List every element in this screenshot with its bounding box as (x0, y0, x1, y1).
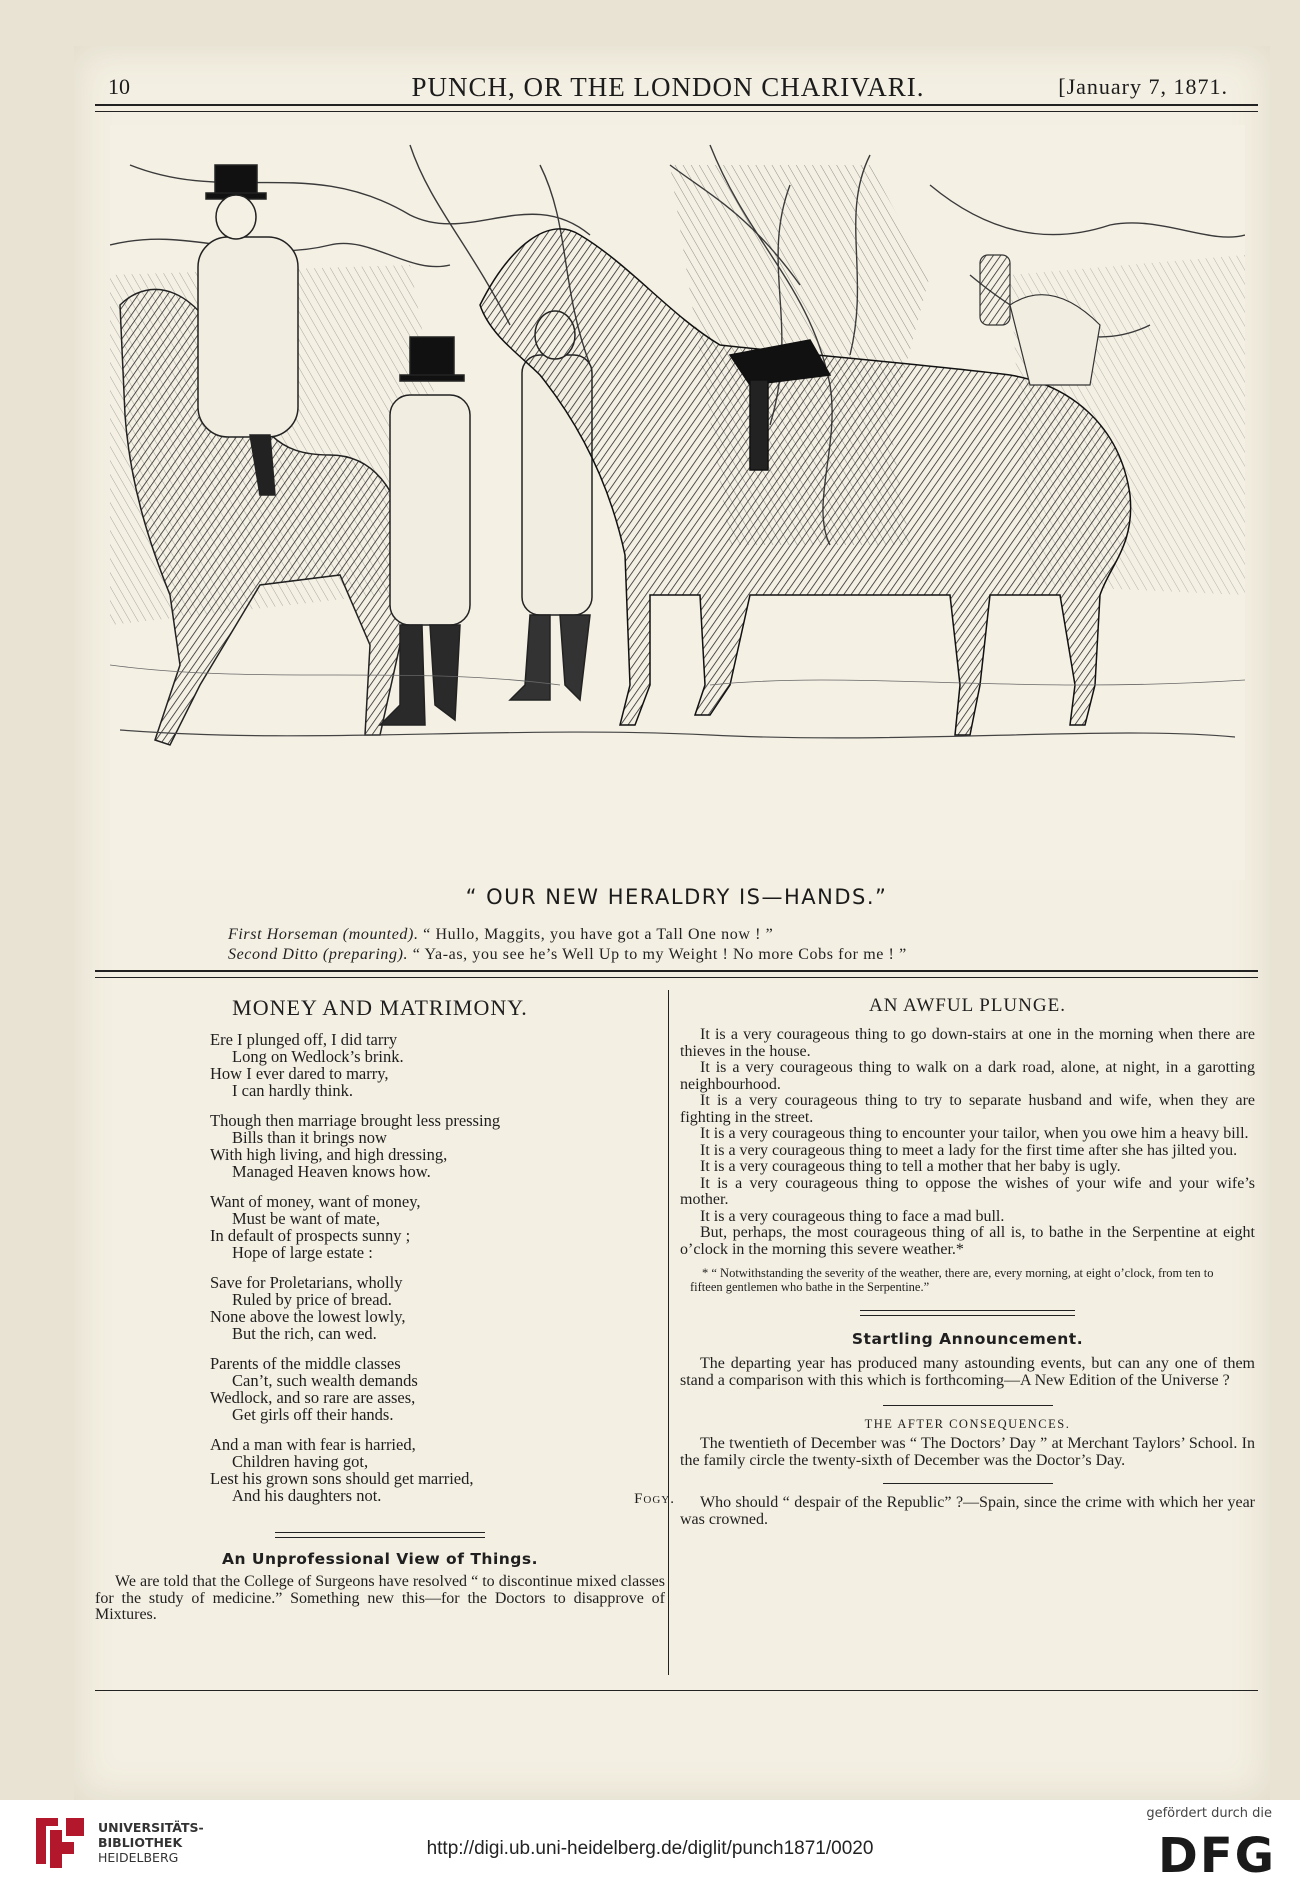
poem-line: Though then marriage brought less pressing (210, 1111, 501, 1130)
left-column (95, 995, 675, 1624)
plunge-paragraph: It is a very courageous thing to oppose the wishes of your wife and your wife’s mother. (680, 1174, 1255, 1208)
page-number: 10 (108, 74, 130, 99)
poem-line: How I ever dared to marry, (210, 1064, 389, 1083)
poem-line: Long on Wedlock’s brink. (232, 1047, 404, 1066)
poem-line: Bills than it brings now (232, 1128, 387, 1147)
plunge-footnote: * “ Notwithstanding the severity of the weather, there are, every morning, at eight o’clock, from ten to fifteen gentlemen who bathe in the Serpentine.” (690, 1266, 1214, 1294)
section-rule (883, 1405, 1053, 1407)
startling-text: The departing year has produced many astounding events, but can any one of them stand a comparison with this which is forthcoming—A New Edition of the Universe ? (680, 1355, 1255, 1389)
institution-line-1: UNIVERSITÄTS- (98, 1820, 204, 1835)
poem-line: And a man with fear is harried, (210, 1435, 416, 1454)
cartoon-title: “ OUR NEW HERALDRY IS—HANDS.” (465, 885, 888, 909)
funded-by-label: gefördert durch die (1146, 1806, 1272, 1821)
issue-date: [January 7, 1871. (1058, 74, 1228, 99)
unprofessional-title: An Unprofessional View of Things. (221, 1550, 539, 1568)
poem-stanza (210, 1112, 665, 1180)
poem-line: Must be want of mate, (232, 1209, 381, 1228)
speech-1: “ Hullo, Maggits, you have got a Tall One now ! ” (423, 926, 774, 943)
plunge-paragraph: It is a very courageous thing to walk on a dark road, alone, at night, in a garotting neighbourhood. (680, 1059, 1255, 1093)
poem-signature: Fogy. (634, 1491, 675, 1507)
poem-stanza (210, 1355, 665, 1423)
poem-stanza (210, 1031, 665, 1099)
speaker-1: First Horseman (mounted). (228, 926, 419, 943)
poem-line: I can hardly think. (232, 1081, 353, 1100)
poem-line: Ruled by price of bread. (232, 1290, 392, 1309)
plunge-paragraph: It is a very courageous thing to face a mad bull. (700, 1207, 1005, 1225)
cartoon-illustration (110, 125, 1245, 880)
institution-line-3: HEIDELBERG (98, 1850, 179, 1865)
plunge-paragraph: It is a very courageous thing to meet a lady for the first time after she has jilted you. (700, 1141, 1238, 1159)
poem-line: Wedlock, and so rare are asses, (210, 1388, 416, 1407)
section-rule (860, 1310, 1075, 1316)
plunge-paragraph: It is a very courageous thing to encounter your tailor, when you owe him a heavy bill. (700, 1125, 1249, 1142)
plunge-paragraphs (680, 1027, 1255, 1258)
poem-line: Hope of large estate : (232, 1243, 373, 1262)
poem-line: Parents of the middle classes (210, 1354, 401, 1373)
right-column (680, 995, 1255, 1528)
poem-line: Get girls off their hands. (232, 1405, 394, 1424)
publication-title: PUNCH, OR THE LONDON CHARIVARI. (411, 72, 925, 102)
institution-line-2: BIBLIOTHEK (98, 1835, 183, 1850)
poem-line: Want of money, want of money, (210, 1192, 421, 1211)
poem-line: Can’t, such wealth demands (232, 1371, 418, 1390)
plunge-paragraph: It is a very courageous thing to go down-stairs at one in the morning when there are thieves in the house. (680, 1026, 1255, 1060)
poem-stanza (210, 1193, 665, 1261)
poem-line: And his daughters not. (232, 1486, 382, 1505)
plunge-paragraph: But, perhaps, the most courageous thing of all is, to bathe in the Serpentine at eight o’clock in the morning this severe weather.* (680, 1224, 1255, 1258)
poem-line: Save for Proletarians, wholly (210, 1273, 403, 1292)
after-title: THE AFTER CONSEQUENCES. (864, 1417, 1071, 1431)
republic-text: Who should “ despair of the Republic” ?—Spain, since the crime with which her year was crowned. (680, 1494, 1255, 1528)
speech-2: “ Ya-as, you see he’s Well Up to my Weight ! No more Cobs for me ! ” (412, 946, 907, 963)
speaker-2: Second Ditto (preparing). (228, 946, 409, 963)
plunge-title: AN AWFUL PLUNGE. (869, 995, 1066, 1016)
header-rule (95, 104, 1258, 112)
permalink-url[interactable]: http://digi.ub.uni-heidelberg.de/diglit/punch1871/0020 (426, 1838, 874, 1859)
dialogue-line-1 (228, 926, 773, 944)
plunge-paragraph: It is a very courageous thing to tell a mother that her baby is ugly. (700, 1158, 1121, 1175)
poem-money-and-matrimony (210, 1030, 675, 1507)
dfg-logo (1156, 1826, 1276, 1878)
poem-line: Ere I plunged off, I did tarry (210, 1030, 398, 1049)
column-divider (668, 990, 669, 1675)
poem-line: In default of prospects sunny ; (210, 1226, 411, 1245)
poem-line: Children having got, (232, 1452, 369, 1471)
poem-line: Managed Heaven knows how. (232, 1162, 431, 1181)
dialogue-line-2 (228, 946, 907, 964)
unprofessional-text: We are told that the College of Surgeons have resolved “ to discontinue mixed classes for the study of medicine.” Something new this—for the Doctors to disapprove of Mixtures. (95, 1573, 665, 1623)
dfg-logo-text: DFG (1158, 1828, 1276, 1878)
section-rule (275, 1532, 485, 1538)
after-text: The twentieth of December was “ The Doctors’ Day ” at Merchant Taylors’ School. In the family circle the twenty-sixth of December was the Doctor’s Day. (680, 1435, 1255, 1469)
section-rule (883, 1483, 1053, 1485)
poem-stanza (210, 1274, 665, 1342)
poem-line: Lest his grown sons should get married, (210, 1469, 474, 1488)
poem-line: None above the lowest lowly, (210, 1307, 406, 1326)
plunge-paragraph: It is a very courageous thing to try to separate husband and wife, when they are fighting in the street. (680, 1092, 1255, 1126)
poem-title: MONEY AND MATRIMONY. (232, 995, 528, 1020)
poem-stanza (210, 1435, 675, 1507)
startling-title: Startling Announcement. (851, 1330, 1084, 1348)
cartoon-bottom-rule (95, 970, 1258, 978)
page-bottom-rule (95, 1690, 1258, 1691)
poem-line: With high living, and high dressing, (210, 1145, 448, 1164)
poem-line: But the rich, can wed. (232, 1324, 377, 1343)
